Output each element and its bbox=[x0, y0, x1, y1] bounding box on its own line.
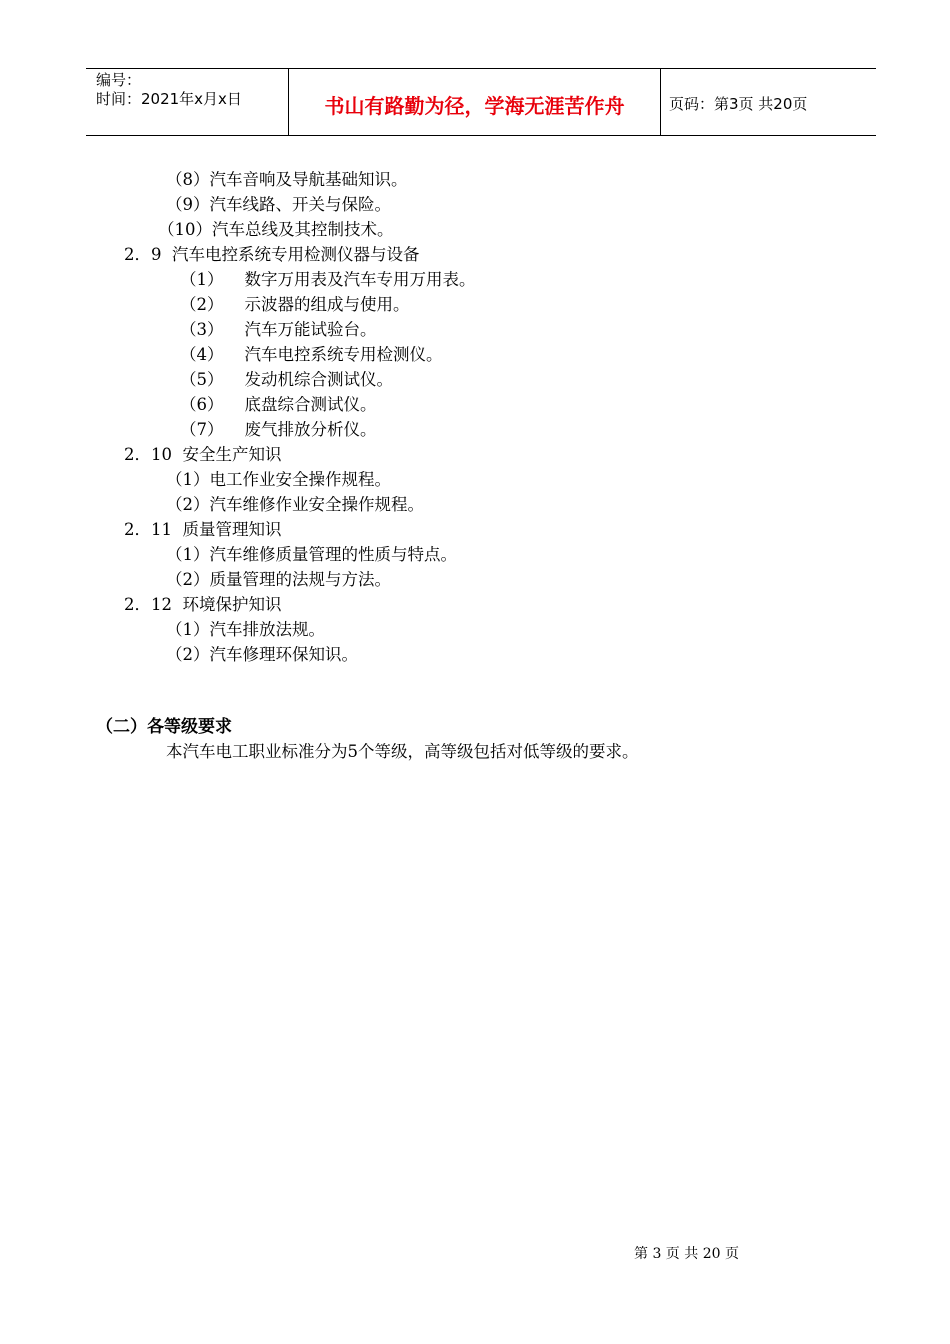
list-item: （10）汽车总线及其控制技术。 bbox=[158, 220, 394, 239]
list-item: （1）汽车排放法规。 bbox=[166, 620, 325, 639]
section-body: 本汽车电工职业标准分为5个等级，高等级包括对低等级的要求。 bbox=[166, 742, 639, 761]
subsection-heading: 2．10 安全生产知识 bbox=[124, 445, 282, 464]
list-item: （9）汽车线路、开关与保险。 bbox=[166, 195, 391, 214]
list-item: （1）汽车维修质量管理的性质与特点。 bbox=[166, 545, 457, 564]
list-item: （8）汽车音响及导航基础知识。 bbox=[166, 170, 408, 189]
header-meta bbox=[86, 69, 288, 135]
subsection-heading: 2．9 汽车电控系统专用检测仪器与设备 bbox=[124, 245, 420, 264]
subsection-heading: 2．12 环境保护知识 bbox=[124, 595, 282, 614]
header-page-info: 页码：第3页 共20页 bbox=[669, 95, 808, 113]
list-item: （6） 底盘综合测试仪。 bbox=[180, 395, 377, 414]
list-item: （4） 汽车电控系统专用检测仪。 bbox=[180, 345, 443, 364]
list-item: （5） 发动机综合测试仪。 bbox=[180, 370, 393, 389]
page-header bbox=[86, 68, 876, 136]
list-item: （2）汽车修理环保知识。 bbox=[166, 645, 358, 664]
list-item: （1）电工作业安全操作规程。 bbox=[166, 470, 391, 489]
time-label: 时间：2021年x月x日 bbox=[96, 90, 242, 108]
list-item: （1） 数字万用表及汽车专用万用表。 bbox=[180, 270, 476, 289]
list-item: （2）汽车维修作业安全操作规程。 bbox=[166, 495, 424, 514]
list-item: （7） 废气排放分析仪。 bbox=[180, 420, 377, 439]
page-footer: 第 3 页 共 20 页 bbox=[634, 1246, 739, 1262]
number-label: 编号： bbox=[96, 71, 142, 89]
list-item: （2）质量管理的法规与方法。 bbox=[166, 570, 391, 589]
list-item: （2） 示波器的组成与使用。 bbox=[180, 295, 410, 314]
list-item: （3） 汽车万能试验台。 bbox=[180, 320, 377, 339]
subsection-heading: 2．11 质量管理知识 bbox=[124, 520, 282, 539]
header-motto: 书山有路勤为径，学海无涯苦作舟 bbox=[288, 69, 661, 135]
section-title: （二）各等级要求 bbox=[96, 717, 232, 737]
